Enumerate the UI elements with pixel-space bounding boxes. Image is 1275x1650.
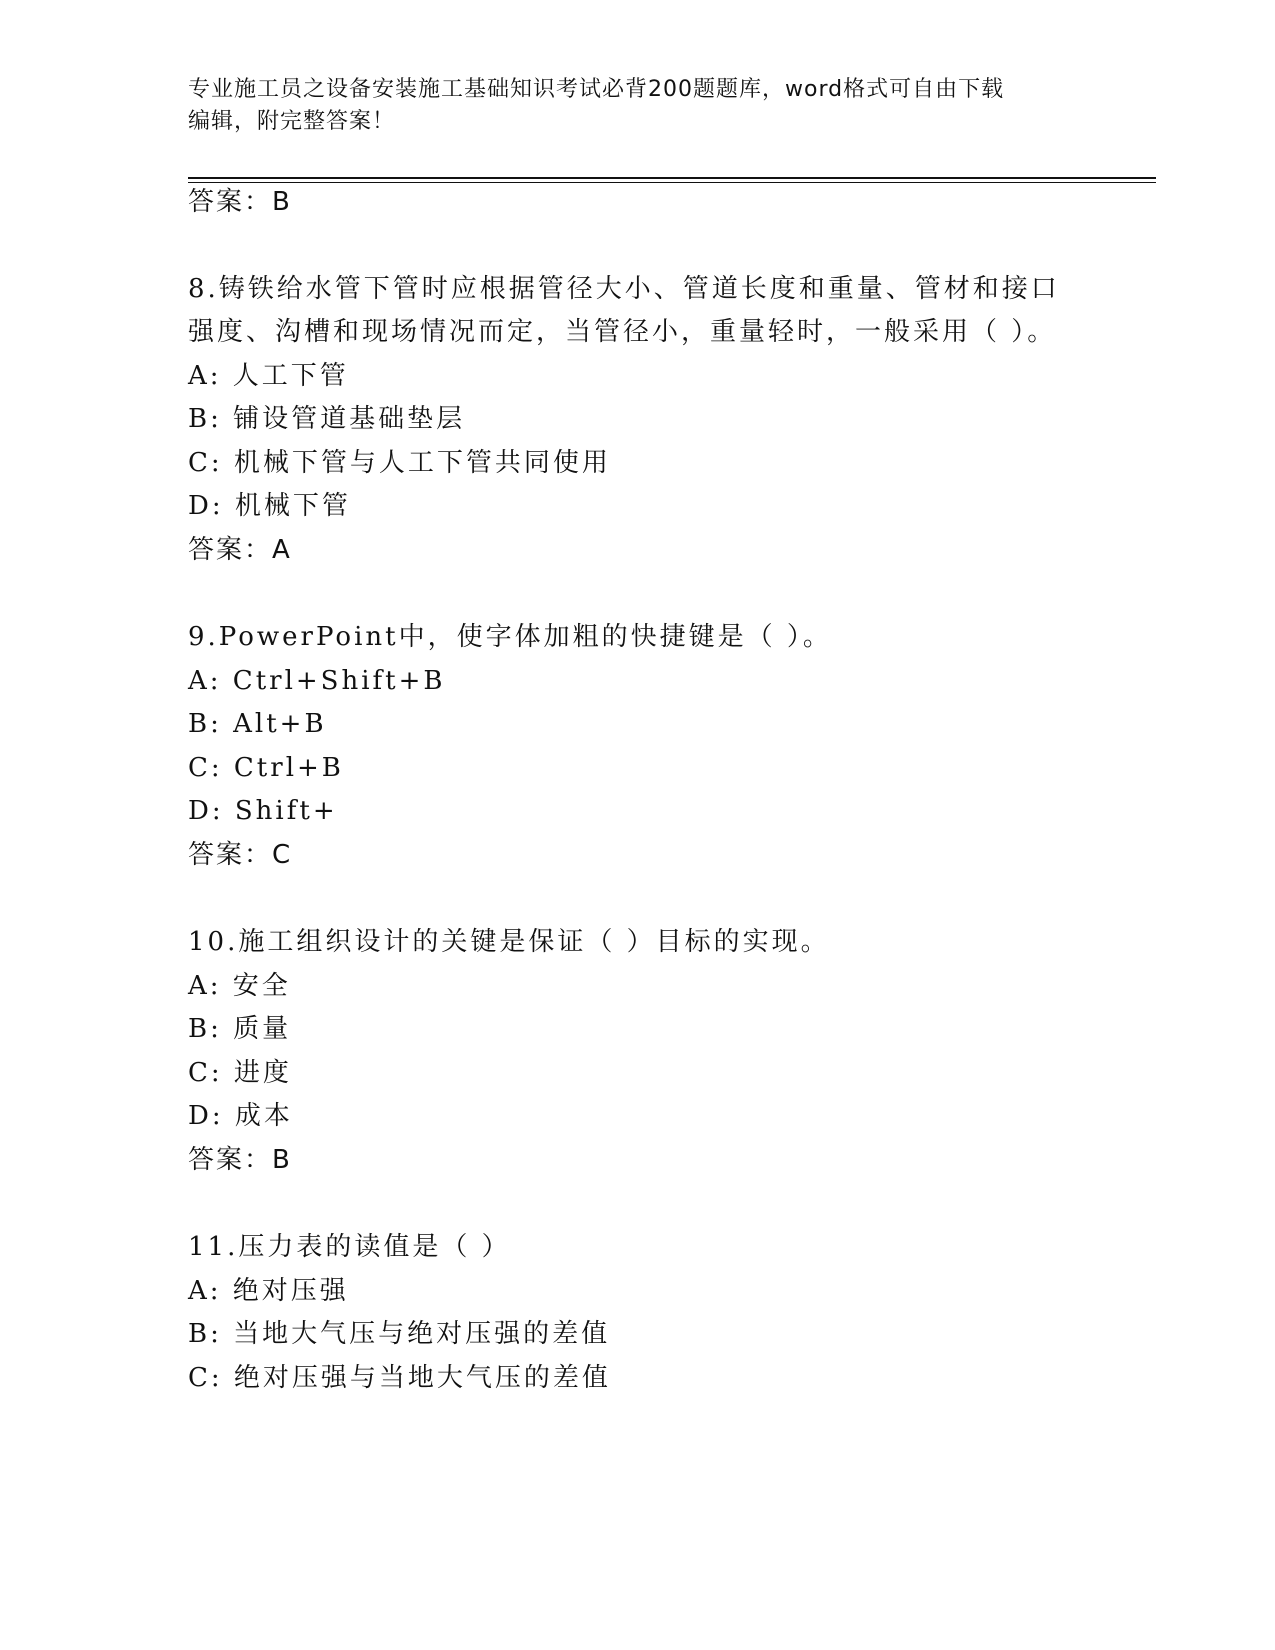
- question-8-option-c: C: 机械下管与人工下管共同使用: [188, 448, 611, 478]
- answer-previous: 答案：B: [188, 187, 292, 217]
- question-10-option-c: C: 进度: [188, 1058, 292, 1088]
- question-10-option-a: A: 安全: [188, 971, 291, 1001]
- question-9-option-a: A: Ctrl+Shift+B: [188, 666, 446, 696]
- question-9-answer: 答案：C: [188, 840, 293, 870]
- question-11-option-b: B: 当地大气压与绝对压强的差值: [188, 1319, 611, 1349]
- header-rule-thick: [188, 177, 1156, 179]
- question-8-option-a: A: 人工下管: [188, 361, 349, 391]
- question-11-option-a: A: 绝对压强: [188, 1276, 349, 1306]
- question-8-option-d: D: 机械下管: [188, 491, 351, 521]
- document-header: [188, 74, 1088, 138]
- question-11-option-c: C: 绝对压强与当地大气压的差值: [188, 1363, 611, 1393]
- question-8-option-b: B: 铺设管道基础垫层: [188, 404, 466, 434]
- question-11-stem: 11.压力表的读值是（ ）: [188, 1232, 511, 1262]
- question-10-stem: 10.施工组织设计的关键是保证（ ）目标的实现。: [188, 927, 830, 957]
- question-8-stem-line-1: 8.铸铁给水管下管时应根据管径大小、管道长度和重量、管材和接口: [188, 274, 1060, 304]
- question-9-option-b: B: Alt+B: [188, 709, 327, 739]
- question-9-option-d: D: Shift+: [188, 796, 338, 826]
- question-9-option-c: C: Ctrl+B: [188, 753, 344, 783]
- question-8-answer: 答案：A: [188, 535, 292, 565]
- header-line-2: 编辑，附完整答案！: [188, 109, 396, 134]
- question-10-option-b: B: 质量: [188, 1014, 292, 1044]
- question-10-answer: 答案：B: [188, 1145, 292, 1175]
- question-10-option-d: D: 成本: [188, 1101, 293, 1131]
- header-line-1: 专业施工员之设备安装施工基础知识考试必背200题题库，word格式可自由下载: [188, 77, 1005, 102]
- header-rule-thin: [188, 182, 1156, 183]
- question-8-stem-line-2: 强度、沟槽和现场情况而定，当管径小，重量轻时，一般采用（ ）。: [188, 317, 1057, 347]
- question-9-stem: 9.PowerPoint中，使字体加粗的快捷键是（ ）。: [188, 622, 832, 652]
